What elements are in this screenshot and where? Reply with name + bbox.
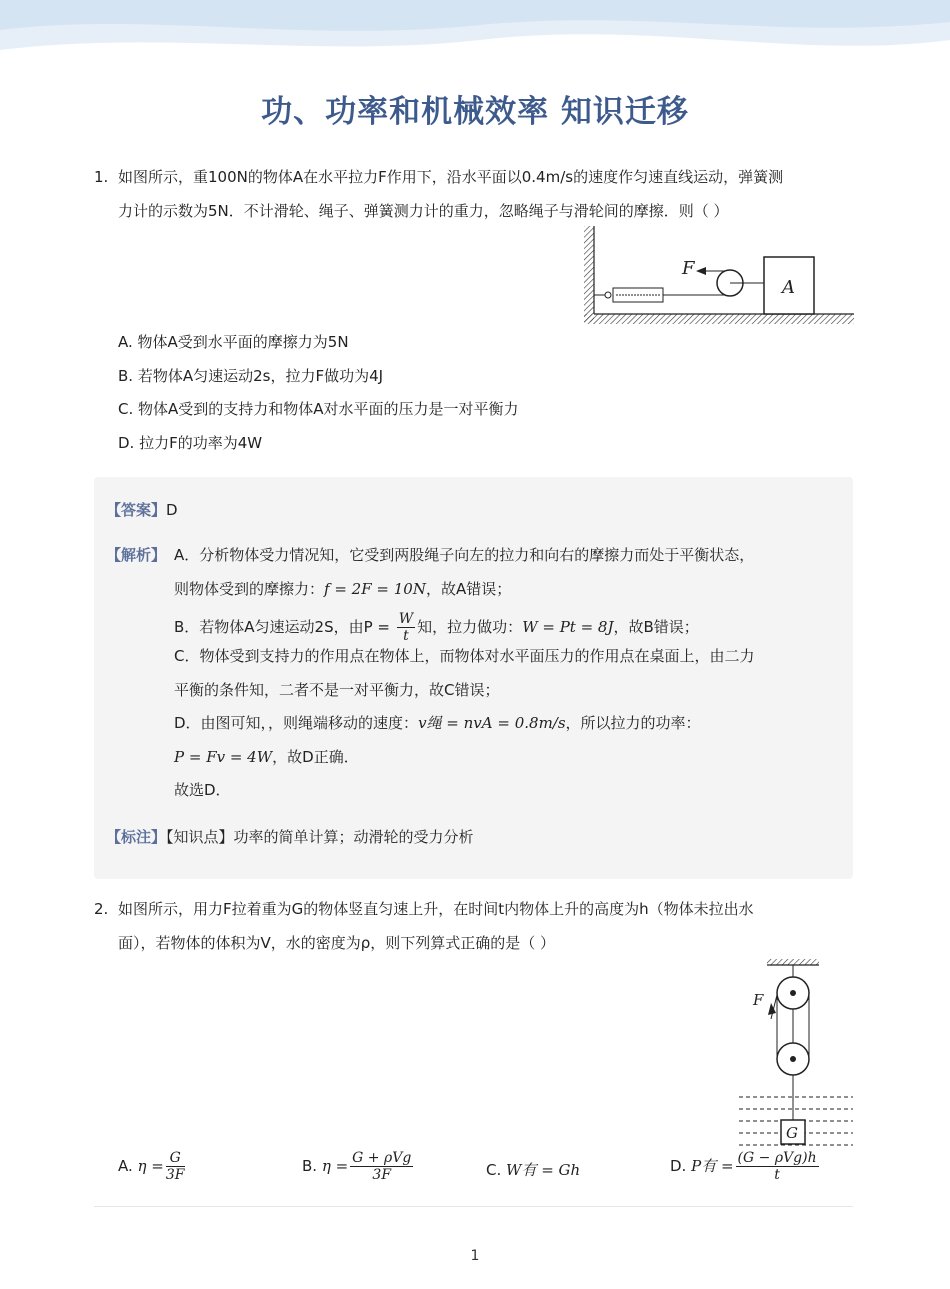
divider: [94, 1206, 853, 1207]
question-number: 1.: [94, 168, 109, 186]
math-velocity: v绳 = nvA = 0.8m/s: [418, 714, 566, 732]
note-tag: 【标注】: [106, 828, 167, 846]
note-line: [106, 825, 474, 849]
answer-line: [106, 498, 178, 522]
analysis-tag-line: [106, 543, 166, 567]
analysis-line-a2: 则物体受到的摩擦力：f = 2F = 10N，故A错误；: [174, 580, 512, 598]
question-1: [94, 160, 854, 228]
page-title: 功、功率和机械效率 知识迁移: [261, 94, 689, 130]
option-d[interactable]: D. 拉力F的功率为4W: [118, 434, 263, 452]
analysis-line-e: 故选D．: [174, 781, 231, 799]
math-friction: f = 2F = 10N: [324, 580, 426, 598]
fraction-w-over-t: $\frac{W}{t}$: [398, 611, 414, 644]
q2-option-b[interactable]: B. η = $\frac{\text{G + ρVg}}{3F}$: [302, 1150, 412, 1183]
answer-tag: 【答案】: [106, 501, 167, 519]
q2-option-d[interactable]: D. P有 = $\frac{\text{(G − ρVg)h}}{t}$: [670, 1150, 817, 1183]
note-text: 【知识点】功率的简单计算；动滑轮的受力分析: [166, 828, 474, 846]
analysis-line-c2: 平衡的条件知，二者不是一对平衡力，故C错误；: [174, 681, 500, 699]
analysis-line-d2: P = Fv = 4W，故D正确．: [174, 748, 359, 766]
answer-value: D: [166, 501, 178, 519]
question-text-line: 面），若物体的体积为V，水的密度为ρ，则下列算式正确的是（ ）: [118, 934, 556, 952]
q2-option-a[interactable]: A. η = $\frac{G}{3F}$: [118, 1150, 185, 1183]
math-work: W = Pt = 8J: [522, 618, 614, 636]
analysis-line-c1: C．物体受到支持力的作用点在物体上，而物体对水平面压力的作用点在桌面上，由二力: [174, 647, 755, 665]
q2-option-c[interactable]: C. W有 = Gh: [486, 1161, 581, 1179]
option-c[interactable]: C. 物体A受到的支持力和物体A对水平面的压力是一对平衡力: [118, 400, 519, 418]
figure-label-force: F: [682, 258, 695, 279]
figure-label-force: F: [753, 991, 764, 1009]
figure-label-weight: G: [786, 1124, 798, 1142]
question-2: [94, 892, 854, 960]
option-b[interactable]: B. 若物体A匀速运动2s，拉力F做功为4J: [118, 367, 384, 385]
answer-box: [94, 477, 853, 879]
analysis-line-b: B．若物体A匀速运动2S，由P = $\frac{W}{t}$ 知，拉力做功：W = Pt = 8J，故B错误；: [174, 611, 699, 644]
page-number: 1: [470, 1248, 480, 1264]
question-text-line: 如图所示，用力F拉着重为G的物体竖直匀速上升，在时间t内物体上升的高度为h（物体未拉出水: [118, 900, 754, 918]
question-text-line: 力计的示数为5N．不计滑轮、绳子、弹簧测力计的重力，忽略绳子与滑轮间的摩擦．则（ ）: [118, 202, 729, 220]
analysis-tag: 【解析】: [106, 546, 167, 564]
option-a[interactable]: A. 物体A受到水平面的摩擦力为5N: [118, 333, 349, 351]
question-number: 2.: [94, 900, 109, 918]
analysis-line-a1: A．分析物体受力情况知，它受到两股绳子向左的拉力和向右的摩擦力而处于平衡状态，: [174, 546, 755, 564]
figure-pulley-horizontal: [578, 226, 858, 328]
question-text-line: 如图所示，重100N的物体A在水平拉力F作用下，沿水平面以0.4m/s的速度作匀速直线运动，弹簧测: [118, 168, 784, 186]
figure-label-block: A: [782, 277, 795, 298]
math-power: P = Fv = 4W: [174, 748, 273, 766]
header-wave-decoration: [0, 0, 950, 70]
analysis-line-d1: D．由图可知，，则绳端移动的速度：v绳 = nvA = 0.8m/s，所以拉力的功率：: [174, 714, 701, 732]
figure-pulley-vertical: [735, 955, 855, 1155]
